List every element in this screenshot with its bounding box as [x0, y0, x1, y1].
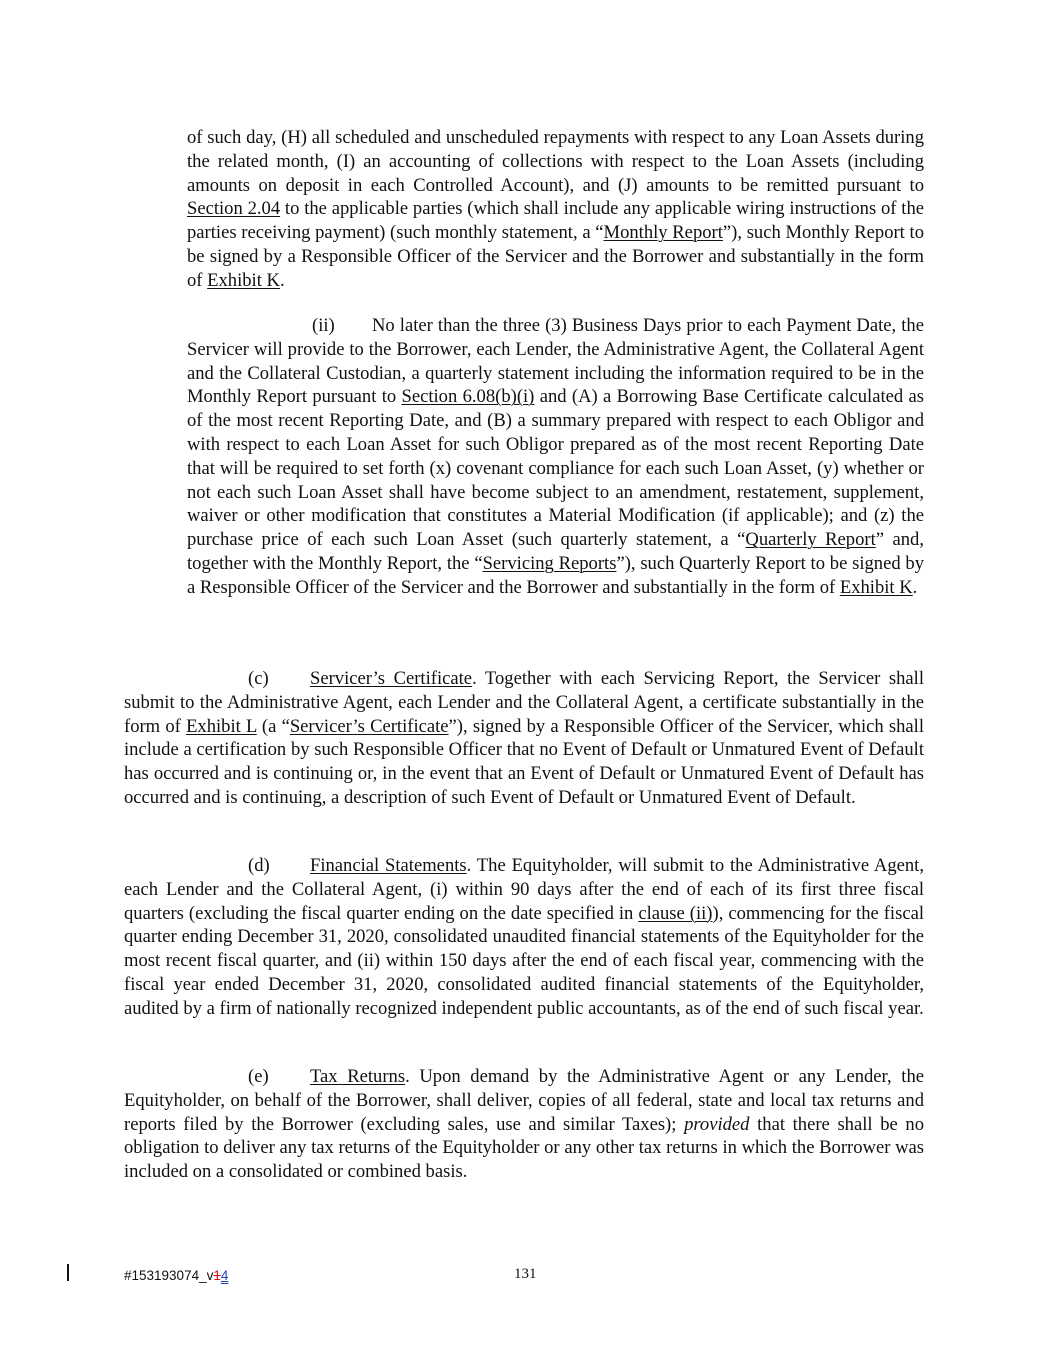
- clause-label: (c): [248, 668, 269, 689]
- deleted-version: 1: [213, 1268, 221, 1283]
- section-heading: Servicer’s Certificate: [310, 668, 473, 689]
- text: . Together with each Servicing Report, the Servicer shall submit to the Administrative Agent, each Lender and the Collateral Agent, a certificate substantially in the form of: [124, 668, 924, 737]
- text: .: [912, 576, 918, 598]
- clause-reference: clause (ii): [638, 902, 713, 924]
- section-reference-link: Section 6.08(b)(i): [401, 386, 535, 408]
- text: ), commencing for the fiscal quarter ending December 31, 2020, consolidated unaudited financial statements of the Equityholder for the most recent fiscal quarter, and (ii) within 150 days after the end of each fiscal year, commencing with the fiscal year ended December 31, 2020, consolidated audited financial statements of the Equityholder, audited by a firm of nationally recognized independent public accountants, as of the end of such fiscal year.: [124, 902, 925, 1019]
- defined-term: Servicing Reports: [482, 552, 617, 574]
- text: (a “: [256, 715, 290, 737]
- page-number: 131: [514, 1266, 537, 1282]
- text: No later than the three (3) Business Days prior to each Payment Date, the Servicer will provide to the Borrower, each Lender, the Administrative Agent, the Collateral Agent and the Collateral Custodian, a quarterly statement including the information required to be in the Monthly Report pursuant to: [187, 315, 924, 408]
- clause-label: (e): [248, 1066, 269, 1087]
- section-heading: Financial Statements: [310, 855, 467, 876]
- text: ” and, together with the Monthly Report, the “: [187, 529, 924, 574]
- text: that there shall be no obligation to deliver any tax returns of the Equityholder or any other tax returns in which the Borrower was included on a consolidated or combined basis.: [124, 1113, 924, 1183]
- exhibit-reference: Exhibit K: [207, 269, 280, 291]
- doc-id-prefix: #153193074_v: [124, 1268, 214, 1283]
- paragraph-tax-returns: [124, 1065, 924, 1184]
- paragraph-financial-statements: [124, 854, 924, 1021]
- text: and (A) a Borrowing Base Certificate calculated as of the most recent Reporting Date, and (B) a summary prepared with respect to each Obligor and with respect to each Loan Asset for such Obligor prepared as of the most recent Reporting Date that will be required to set forth (x) covenant compliance for each such Loan Asset, (y) whether or not each such Loan Asset shall have become subject to an amendment, restatement, supplement, waiver or other modification that constitutes a Material Modification (if applicable); and (z) the purchase price of each such Loan Asset (such quarterly statement, a “: [187, 386, 924, 551]
- paragraph-monthly-report-continuation: [187, 126, 924, 293]
- text: ”), signed by a Responsible Officer of the Servicer, which shall include a certification by such Responsible Officer that no Event of Default or Unmatured Event of Default has occurred and is continuing or, in the event that an Event of Default or Unmatured Event of Default has occurred and is continuing, a description of such Event of Default or Unmatured Event of Default.: [124, 715, 925, 808]
- clause-label: (d): [248, 855, 270, 876]
- italic-term: provided: [684, 1113, 750, 1135]
- paragraph-quarterly-report: [187, 314, 924, 600]
- text: . The Equityholder, will submit to the Administrative Agent, each Lender and the Collateral Agent, (i) within 90 days after the end of each of its first three fiscal quarters (excluding the fiscal quarter ending on the date specified in: [124, 855, 924, 924]
- text: .: [279, 269, 285, 291]
- paragraph-servicers-certificate: [124, 667, 924, 810]
- defined-term: Servicer’s Certificate: [289, 715, 449, 737]
- exhibit-reference: Exhibit L: [186, 715, 257, 737]
- defined-term: Quarterly Report: [745, 529, 876, 551]
- defined-term: Monthly Report: [603, 222, 723, 244]
- exhibit-reference: Exhibit K: [839, 576, 913, 598]
- clause-label: (ii): [312, 315, 335, 336]
- text: of such day, (H) all scheduled and unscheduled repayments with respect to any Loan Assets during the related month, (I) an accounting of collections with respect to the Loan Assets (including amounts on deposit in each Controlled Account), and (J) amounts to be remitted pursuant to: [187, 127, 924, 196]
- document-id: [124, 1264, 228, 1288]
- text: to the applicable parties (which shall include any applicable wiring instructions of the parties receiving payment) (such monthly statement, a “: [187, 198, 924, 244]
- section-reference-link: Section 2.04: [187, 198, 281, 220]
- text: . Upon demand by the Administrative Agent or any Lender, the Equityholder, on behalf of the Borrower, shall deliver, copies of all federal, state and local tax returns and reports filed by the Borrower (excluding sales, use and similar Taxes);: [124, 1066, 924, 1135]
- revision-change-bar: [67, 1264, 69, 1281]
- section-heading: Tax Returns: [310, 1066, 406, 1087]
- text: ”), such Monthly Report to be signed by a Responsible Officer of the Servicer and the Borrower and substantially in the form of: [187, 222, 925, 291]
- text: ”), such Quarterly Report to be signed by a Responsible Officer of the Servicer and the Borrower and substantially in the form of: [187, 552, 924, 598]
- inserted-version: 4: [220, 1268, 229, 1283]
